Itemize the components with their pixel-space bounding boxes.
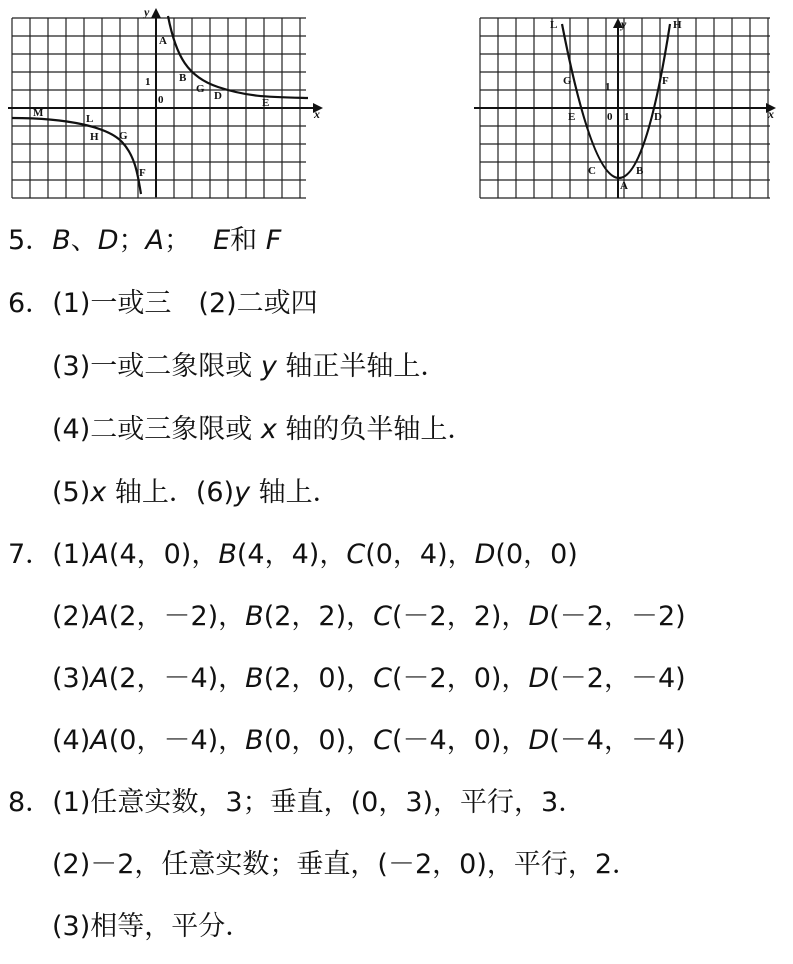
coord-d: (－4，－4) xyxy=(549,725,686,756)
point-label-f: F xyxy=(662,75,669,87)
answer-q7-row3 xyxy=(52,662,686,696)
hyperbola-branch-upper xyxy=(168,16,308,98)
coord-d: (－2，－2) xyxy=(549,601,686,632)
point-c: C xyxy=(373,601,392,632)
coord-c: (－2，0)， xyxy=(392,663,529,694)
part-label: (3) xyxy=(52,663,91,694)
answer-point-b: B xyxy=(52,225,71,256)
point-d: D xyxy=(528,663,550,694)
point-label-d: D xyxy=(654,111,662,123)
question-number: 5． xyxy=(8,225,53,256)
y-axis-label: y xyxy=(144,5,150,19)
coord-d: (－2，－4) xyxy=(549,663,686,694)
coord-c: (－2，2)， xyxy=(392,601,529,632)
point-b: B xyxy=(245,601,264,632)
answer-text: (2)－2，任意实数；垂直，(－2，0)，平行，2． xyxy=(52,849,640,880)
point-label-f: F xyxy=(139,167,146,179)
answer-text: (1)一或三 (2)二或四 xyxy=(52,288,318,319)
question-number: 7． xyxy=(8,539,53,570)
answer-point-d: D xyxy=(97,225,119,256)
separator: 、 xyxy=(70,225,98,256)
question-number: 8． xyxy=(8,787,53,818)
point-label-b: B xyxy=(636,165,644,177)
question-number: 6． xyxy=(8,288,53,319)
answer-text: (5) xyxy=(52,477,91,508)
answer-point-e: E xyxy=(213,225,231,256)
answer-q8-part2 xyxy=(52,848,639,882)
point-label-a: A xyxy=(620,180,628,192)
coord-a: (0，－4)， xyxy=(108,725,246,756)
part-label: (2) xyxy=(52,601,91,632)
point-label-e: E xyxy=(568,111,576,123)
answer-q8-part1 xyxy=(8,786,585,820)
point-label-m: M xyxy=(33,107,44,119)
point-a: A xyxy=(90,725,109,756)
point-c: C xyxy=(373,725,392,756)
coord-a: (2，－4)， xyxy=(108,663,246,694)
answer-point-a: A xyxy=(145,225,164,256)
answer-text: (3)相等，平分． xyxy=(52,911,253,942)
point-a: A xyxy=(90,601,109,632)
answer-q7-row2 xyxy=(52,600,686,634)
point-b: B xyxy=(218,539,237,570)
point-c: C xyxy=(346,539,366,570)
point-label-h: H xyxy=(90,131,99,143)
point-d: D xyxy=(474,539,496,570)
coord-b: (0，0)， xyxy=(263,725,374,756)
answer-q6-part4 xyxy=(52,413,474,447)
connector: 和 xyxy=(230,225,266,256)
variable-y: y xyxy=(260,351,277,382)
coord-c: (0，4)， xyxy=(365,539,475,570)
answer-text: (4)二或三象限或 xyxy=(52,414,261,445)
point-label-g-lower: G xyxy=(119,130,128,142)
separator: ； xyxy=(164,225,214,256)
coord-d: (0，0) xyxy=(495,539,578,570)
point-label-d: D xyxy=(214,90,222,102)
variable-x: x xyxy=(260,414,277,445)
point-d: D xyxy=(528,725,550,756)
coord-c: (－4，0)， xyxy=(392,725,529,756)
part-label: (4) xyxy=(52,725,91,756)
answer-q6-part1-2 xyxy=(8,287,318,321)
answer-q6-part5-6 xyxy=(52,476,340,510)
answer-text: (1)任意实数，3；垂直，(0，3)，平行，3． xyxy=(52,787,586,818)
parabola-curve xyxy=(562,24,670,178)
answer-q6-part3 xyxy=(52,350,447,384)
graphs-area xyxy=(0,0,793,205)
answer-text: (3)一或二象限或 xyxy=(52,351,261,382)
coord-a: (2，－2)， xyxy=(108,601,246,632)
point-b: B xyxy=(245,663,264,694)
point-label-l: L xyxy=(550,19,558,31)
x-axis-label: x xyxy=(768,107,774,121)
answer-q8-part3 xyxy=(52,910,252,944)
parabola-graph xyxy=(474,12,784,202)
x-axis-label: x xyxy=(314,107,320,121)
coord-a: (4，0)， xyxy=(108,539,219,570)
part-label: (1) xyxy=(52,539,91,570)
answer-q7-row1 xyxy=(8,538,578,572)
point-c: C xyxy=(373,663,392,694)
variable-x: x xyxy=(90,477,107,508)
point-label-h: H xyxy=(673,19,682,31)
answer-text: 轴上． xyxy=(250,477,340,508)
coord-b: (2，0)， xyxy=(263,663,374,694)
point-label-g: G xyxy=(563,75,572,87)
point-label-g: G xyxy=(196,83,205,95)
answer-point-f: F xyxy=(265,225,282,256)
point-label-a: A xyxy=(159,35,167,47)
answer-text: 轴上．(6) xyxy=(106,477,235,508)
hyperbola-graph xyxy=(8,2,328,202)
point-label-b: B xyxy=(179,72,187,84)
origin-label: 0 xyxy=(607,111,613,123)
point-a: A xyxy=(90,539,109,570)
answer-text: 轴正半轴上． xyxy=(276,351,448,382)
variable-y: y xyxy=(234,477,251,508)
point-a: A xyxy=(90,663,109,694)
coord-b: (2，2)， xyxy=(263,601,374,632)
y-axis-label: y xyxy=(621,17,627,31)
point-b: B xyxy=(245,725,264,756)
point-label-c: C xyxy=(588,165,596,177)
point-label-l: L xyxy=(86,113,94,125)
point-label-e: E xyxy=(262,97,270,109)
coord-b: (4，4)， xyxy=(236,539,347,570)
answer-q5 xyxy=(8,224,281,258)
unit-label: 1 xyxy=(145,76,151,88)
origin-label: 0 xyxy=(158,94,164,106)
unit-label-x: 1 xyxy=(624,111,630,123)
y-axis-arrow xyxy=(151,8,161,18)
answer-q7-row4 xyxy=(52,724,686,758)
separator: ； xyxy=(118,225,146,256)
answer-text: 轴的负半轴上． xyxy=(276,414,475,445)
point-d: D xyxy=(528,601,550,632)
unit-label-y: 1 xyxy=(605,81,611,93)
